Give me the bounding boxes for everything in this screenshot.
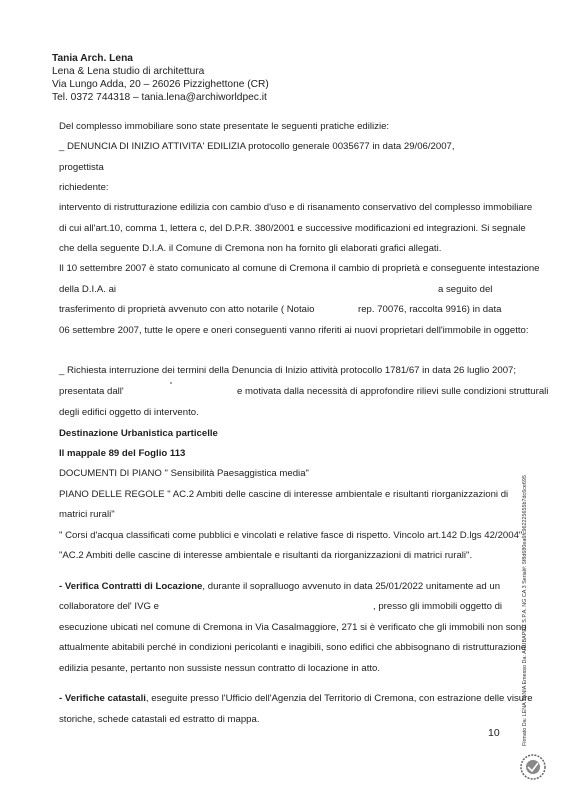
body-line: _ DENUNCIA DI INIZIO ATTIVITA' EDILIZIA protocollo generale 0035677 in data 29/06/2007, <box>59 141 455 152</box>
body-line <box>59 693 533 705</box>
body-line: _ Richiesta interruzione dei termini della Denuncia di Inizio attività protocollo 1781/67 in data 26 luglio 2007; <box>59 365 517 376</box>
body-line: , presso gli immobili oggetto di <box>373 601 503 612</box>
body-line: esecuzione ubicati nel comune di Cremona in Via Casalmaggiore, 271 si è verificato che gli immobili non sono <box>59 622 527 633</box>
inline-heading: - Verifiche catastali <box>59 693 146 704</box>
body-line: attualmente abitabili perché in condizioni pericolanti e inagibili, sono edifici che abbisognano di ristrutturazione <box>59 642 527 653</box>
body-line: degli edifici oggetto di intervento. <box>59 407 199 418</box>
inline-heading: - Verifica Contratti di Locazione <box>59 581 203 592</box>
body-line: Il 10 settembre 2007 è stato comunicato al comune di Cremona il cambio di proprietà e conseguente intestazione <box>59 263 540 274</box>
body-line: della D.I.A. ai <box>59 284 117 295</box>
body-line: e motivata dalla necessità di approfondire rilievi sulle condizioni strutturali <box>237 386 549 397</box>
body-line: 06 settembre 2007, tutte le opere e oneri conseguenti vanno riferiti ai nuovi proprietari dell'immobile in oggetto: <box>59 325 529 336</box>
studio-address: Via Lungo Adda, 20 – 26026 Pizzighettone (CR) <box>52 79 269 90</box>
body-line: matrici rurali" <box>59 509 115 520</box>
page-number: 10 <box>488 727 500 739</box>
stray-mark <box>170 382 172 384</box>
letterhead <box>52 52 269 104</box>
body-line: a seguito del <box>438 284 493 295</box>
studio-contact: Tel. 0372 744318 – tania.lena@archiworldpec.it <box>52 92 267 103</box>
body-line: storiche, schede catastali ed estratto di mappa. <box>59 714 260 725</box>
body-line: di cui all'art.10, comma 1, lettera c, del D.P.R. 380/2001 e successive modificazioni ed integrazioni. Si segnale <box>59 223 526 234</box>
inline-text: , durante il sopralluogo avvenuto in data 25/01/2022 unitamente ad un <box>202 581 501 592</box>
inline-text: , eseguite presso l'Ufficio dell'Agenzia del Territorio di Cremona, con estrazione delle visure <box>145 693 533 704</box>
section-heading: Il mappale 89 del Foglio 113 <box>59 448 186 459</box>
body-line <box>59 581 500 593</box>
section-heading: Destinazione Urbanistica particelle <box>59 428 218 439</box>
body-line: presentata dall' <box>59 386 124 397</box>
body-line: Del complesso immobiliare sono state presentate le seguenti pratiche edilizie: <box>59 121 390 132</box>
signature-seal-icon <box>518 752 548 782</box>
body-line: " Corsi d'acqua classificati come pubblici e vincolati e relative fasce di rispetto. Vincolo art.142 D.lgs 42/2004" <box>59 530 523 541</box>
body-line: intervento di ristrutturazione edilizia con cambio d'uso e di risanamento conservativo del complesso immobiliare <box>59 202 533 213</box>
body-line: edilizia pesante, pertanto non sussiste nessun contratto di locazione in atto. <box>59 663 381 674</box>
body-line: trasferimento di proprietà avvenuto con atto notarile ( Notaio <box>59 304 315 315</box>
body-line: che della seguente D.I.A. il Comune di Cremona non ha fornito gli elaborati grafici allegati. <box>59 243 442 254</box>
digital-signature-note: Firmato Da: LENA TANIA Emesso Da: ARUBAPEC S.P.A. NG CA 3 Serial#: 5f8d680ea6fc962225655b7dc6ce695 <box>522 475 528 746</box>
body-line: progettista <box>59 162 104 173</box>
body-line: PIANO DELLE REGOLE " AC.2 Ambiti delle cascine di interesse ambientale e risultanti riorganizzazioni di <box>59 489 509 500</box>
body-line: "AC.2 Ambiti delle cascine di interesse ambientale e risultanti da riorganizzazioni di matrici rurali". <box>59 550 473 561</box>
body-line: richiedente: <box>59 182 109 193</box>
body-line: collaboratore del' IVG e <box>59 601 159 612</box>
body-line: DOCUMENTI DI PIANO " Sensibilità Paesaggistica media" <box>59 468 309 479</box>
studio-name: Lena & Lena studio di architettura <box>52 66 205 77</box>
author-name: Tania Arch. Lena <box>52 53 133 64</box>
body-line: rep. 70076, raccolta 9916) in data <box>358 304 502 315</box>
